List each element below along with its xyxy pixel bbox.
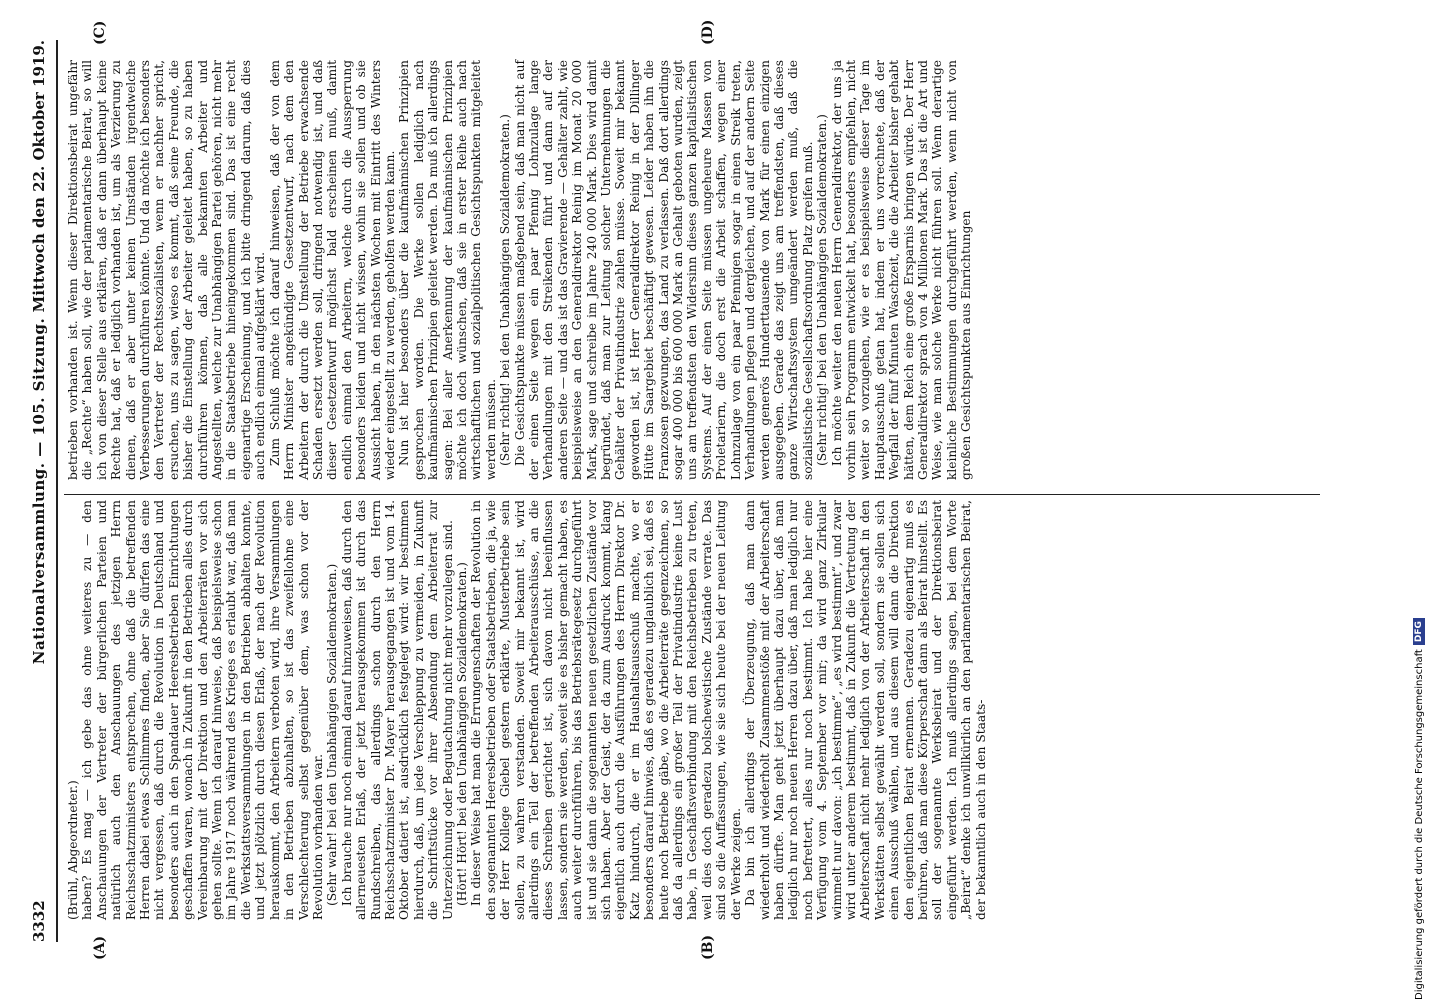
- interjection: (Sehr richtig! bei den Unabhängigen Sozialdemokraten.): [498, 114, 513, 466]
- credit-text: Digitalisierung gefördert durch die Deutsche Forschungsgemeinschaft: [1413, 649, 1425, 1000]
- page-date: Mittwoch den 22. Oktober 1919.: [30, 40, 48, 313]
- paragraph: Nun ist hier besonders über die kaufmännischen Prinzipien gesprochen worden. Die Werke sollen lediglich nach kaufmännischen Prinzipien geleitet werden. Da muß ich allerdings sagen: Bei aller Anerkennung der kaufmännischen Prinzipien möchte ich doch wünschen, daß sie in erster Reihe auch nach wirtschaftlichen und sozialpolitischen Gesichtspunkten mitgeleitet werden müssen.: [397, 60, 498, 480]
- paragraph: haben? Es mag — ich gebe das ohne weiteres zu — den Anschauungen der Vertreter der bürgerlichen Parteien und natürlich auch den Anschauungen des jetzigen Herrn Reichsschatzministers entsprechen, ohne daß die betreffenden Herren dabei etwas Schlimmes finden, aber Sie dürfen das eine nicht vergessen, daß durch die Revolution in Deutschland und besonders auch in den Spandauer Heeresbetrieben Einrichtungen geschaffen waren, wonach in Zukunft in den Betrieben alles durch Vereinbarung mit der Direktion und den Arbeiterräten vor sich gehen sollte. Wenn ich darauf hinweise, daß beispielsweise schon im Jahre 1917 noch während des Krieges es erlaubt war, daß man die Werkstattsversammlungen in den Betrieben abhalten konnte, und jetzt plötzlich durch diesen Erlaß, der nach der Revolution herauskommt, den Arbeitern verboten wird, ihre Versammlungen in den Betrieben abzuhalten, so ist das zweifellohne eine Verschlechterung selbst gegenüber dem, was schon vor der Revolution vorhanden war.: [80, 500, 325, 920]
- paragraph: Ich brauche nur noch einmal darauf hinzuweisen, daß durch den allerneuesten Erlaß, der jetzt herausgekommen ist durch das Rundschreiben, das allerdings schon durch den Herrn Reichsschatzminister Dr. Mayer herausgegangen ist und vom 14. Oktober datiert ist, ausdrücklich festgelegt wird: wir bestimmen hierdurch, daß, um jede Verschleppung zu vermeiden, in Zukunft die Schriftstücke vor ihrer Absendung dem Arbeiterrat zur Unterzeichnung oder Begutachtung nicht mehr vorzulegen sind.: [339, 500, 455, 920]
- margin-marker-c: (C): [92, 20, 108, 45]
- left-text-column: [66, 500, 988, 920]
- page-header: [30, 40, 52, 942]
- margin-marker-a: (A): [92, 935, 108, 960]
- digitization-credit: [1408, 8, 1430, 1000]
- right-text-column: [66, 60, 974, 480]
- paragraph: betrieben vorhanden ist. Wenn dieser Direktionsbeirat ungefähr die „Rechte“ haben soll, wie der parlamentarische Beirat, so will ich von dieser Stelle aus erklären, daß er dann überhaupt keine Rechte hat, daß er lediglich vorhanden ist, um als Verzierung zu dienen, daß er aber unter keinen Umständen irgendwelche Verbesserungen durchführen könnte. Und da möchte ich besonders den Vertreter der Rechtssozialisten, wenn er nachher spricht, ersuchen, uns zu sagen, wieso es kommt, daß seine Freunde, die bisher die Einstellung der Arbeiter geleitet haben, so zu haben durchführen können, daß alle bekannten Arbeiter und Angestellten, welche zur Unabhängigen Partei gehören, nicht mehr in die Staatsbetriebe hineingekommen sind. Das ist eine recht eigenartige Erscheinung, und ich bitte dringend darum, daß dies auch endlich einmal aufgeklärt wird.: [66, 60, 268, 480]
- margin-marker-b: (B): [700, 934, 716, 960]
- paragraph: Die Gesichtspunkte müssen maßgebend sein, daß man nicht auf der einen Seite wegen ein paar Pfennig Lohnzulage lange Verhandlungen mit den Streikenden führt und dann auf der anderen Seite — und das ist das Gravierende — Gehälter zahlt, wie beispielsweise an den Generaldirektor Reinig im Monat 20 000 Mark, sage und schreibe im Jahre 240 000 Mark. Dies wird damit begründet, daß man zur Leitung solcher Unternehmungen die Gehälter der Privatindustrie zahlen müsse. Soweit mir bekannt geworden ist, ist Herr Generaldirektor Reinig in der Dillinger Hütte im Saargebiet beschäftigt gewesen. Leider haben ihn die Franzosen gezwungen, das Land zu verlassen. Daß dort allerdings sogar 400 000 bis 600 000 Mark an Gehalt geboten wurden, zeigt uns am treffendsten den Widersinn dieses ganzen kapitalistischen Systems. Auf der einen Seite müssen ungeheure Massen von Proletariern, die doch erst die Arbeit schaffen, wegen einer Lohnzulage von ein paar Pfennigen sogar in einen Streik treten, Verhandlungen pflegen und dergleichen, und auf der andern Seite werden generös Hunderttausende von Mark für einen einzigen ausgegeben. Gerade das zeigt uns am treffendsten, daß dieses ganze Wirtschaftssystem umgeändert werden muß, daß die sozialistische Gesellschaftsordnung Platz greifen muß.: [512, 60, 815, 480]
- header-rule: [56, 40, 58, 942]
- page-number: 3332: [30, 900, 48, 942]
- interjection: (Sehr richtig! bei den Unabhängigen Sozialdemokraten.): [815, 114, 830, 466]
- dfg-logo: DFG: [1413, 618, 1425, 645]
- paragraph: In dieser Weise hat man die Errungenschaften der Revolution in den sogenannten Heeresbetrieben oder Staatsbetrieben, die ja, wie der Herr Kollege Giebel gestern erklärte, Musterbetriebe sein sollen, zu wahren verstanden. Soweit mir bekannt ist, wird allerdings ein Teil der betreffenden Arbeiterausschüsse, an die dieses Schreiben gerichtet ist, sich davon nicht beeinflussen lassen, sondern sie werden, soweit sie es bisher gemacht haben, es auch weiter durchführen, bis das Betriebsrätegesetz durchgeführt ist und sie dann die sogenannten neuen gesetzlichen Zustände vor sich haben. Aber der Geist, der da zum Ausdruck kommt, klang eigentlich auch durch die Ausführungen des Herrn Direktor Dr. Katz hindurch, die er im Haushaltsausschuß machte, wo er besonders darauf hinwies, daß es geradezu unglaublich sei, daß es heute noch Betriebe gäbe, wo die Arbeiterräte gegenzeichnen, so daß da allerdings ein großer Teil der Privatindustrie keine Lust habe, in Geschäftsverbindung mit den Reichsbetrieben zu treten, weil dies doch geradezu bolschewistische Zustände verrate. Das sind so die Auffassungen, wie sie sich heute bei der neuen Leitung der Werke zeigen.: [469, 500, 743, 920]
- margin-marker-d: (D): [700, 19, 716, 45]
- column-divider: [64, 494, 1320, 495]
- speaker-line: (Brühl, Abgeordneter.): [66, 780, 80, 920]
- paragraph: Zum Schluß möchte ich darauf hinweisen, daß der von dem Herrn Minister angekündigte Gesetzentwurf, nach dem den Arbeitern der durch die Umstellung der Betriebe erwachsende Schaden ersetzt werden soll, dringend notwendig ist, und daß dieser Gesetzentwurf möglichst bald erscheinen muß, damit endlich einmal den Arbeitern, welche durch die Aussperrung besonders leiden und nicht wissen, wohin sie sollen und ob sie Aussicht haben, in den nächsten Wochen mit Eintritt des Winters wieder eingestellt zu werden, geholfen werden kann.: [267, 60, 397, 480]
- interjection: (Sehr wahr! bei den Unabhängigen Sozialdemokraten.): [325, 563, 340, 906]
- paragraph: Da bin ich allerdings der Überzeugung, daß man dann wiederholt und wiederholt Zusammenstöße mit der Arbeiterschaft haben dürfte. Man geht jetzt überhaupt dazu über, daß man lediglich nur noch neuen Herren dazu über, daß man lediglich nur noch befrettert, alles nur noch bestimmt. Ich habe hier eine Verfügung vom 4. September vor mir; da wird ganz Zirkular wimmelt nur davon: „ich bestimme“, „es wird bestimmt“, und zwar wird unter anderem bestimmt, daß in Zukunft die Vertretung der Arbeiterschaft nicht mehr lediglich von der Arbeiterschaft in den Werkstätten selbst gewählt werden soll, sondern sie sollen sich einen Ausschuß wählen, und aus diesem will dann die Direktion den eigentlichen Beirat ernennen. Geradezu eigenartig muß es berühren, daß man diese Körperschaft dann als Beirat hinstellt. Es soll der sogenannte Werksbeirat und der Direktionsbeirat eingeführt werden. Ich muß allerdings sagen, bei dem Worte „Beirat“ denke ich unwillkürlich an den parlamentarischen Beirat, der bekanntlich auch in den Staats-: [743, 500, 988, 920]
- interjection: (Hört! Hört! bei den Unabhängigen Sozialdemokraten.): [454, 562, 469, 906]
- page-title: Nationalversammlung. — 105. Sitzung.: [30, 317, 48, 665]
- paragraph: Ich möchte weiter den neuen Herrn Generaldirektor, der uns ja vorhin sein Programm entwickelt hat, besonders empfehlen, nicht weiter so vorzugehen, wie er es beispielsweise dieser Tage im Hauptausschuß getan hat, indem er uns vorrechnete, daß der Wegfall der fünf Minuten Waschzeit, die die Arbeiter bisher gehabt hätten, dem Reich eine große Ersparnis bringen würde. Der Herr Generaldirektor sprach von 4 Millionen Mark. Das ist die Art und Weise, wie man solche Werke nicht führen soll. Wenn derartige kleinliche Bestimmungen durchgeführt werden, wenn nicht von großen Gesichtspunkten aus Einrichtungen: [829, 60, 974, 480]
